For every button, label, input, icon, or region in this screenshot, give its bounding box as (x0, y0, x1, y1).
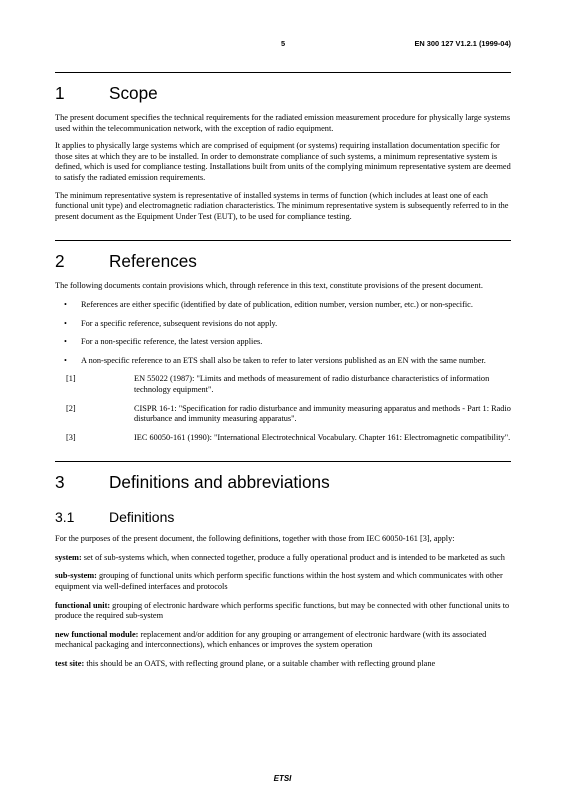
definition-term: new functional module: (55, 629, 139, 639)
bullet-symbol: • (64, 337, 67, 347)
definition-term: sub-system: (55, 571, 97, 581)
list-item: • For a specific reference, subsequent revisions do not apply. (64, 318, 278, 328)
section-heading-scope (55, 73, 511, 104)
section-number: 3 (55, 472, 65, 493)
definition-term: system: (55, 552, 82, 562)
section-title: References (109, 251, 197, 272)
definition-item (55, 571, 511, 592)
definition-text: grouping of functional units which perform specific functions within the host system and which communicates with other equipment via well-defined interfaces and protocols (55, 571, 503, 592)
subsection-heading-definitions (55, 508, 511, 526)
reference-item (55, 404, 511, 425)
definition-term: test site: (55, 659, 85, 669)
section-title: Definitions and abbreviations (109, 472, 330, 493)
definition-item (55, 553, 511, 564)
reference-list (55, 374, 511, 443)
reference-label: [3] (66, 432, 76, 442)
list-item: • References are either specific (identified by date of publication, edition number, version number, etc.) or non-specific. (64, 299, 473, 309)
reference-label: [1] (66, 374, 76, 384)
paragraph: For the purposes of the present document, the following definitions, together with those from IEC 60050-161 [3], apply: (55, 534, 455, 544)
reference-item (55, 433, 511, 444)
paragraph: The following documents contain provisions which, through reference in this text, constitute provisions of the present document. (55, 281, 483, 291)
bullet-list (55, 300, 511, 366)
page-content (55, 72, 511, 670)
paragraph: The minimum representative system is representative of installed systems in terms of function (which includes at least one of each functional unit type) and electromagnetic radiation characteristics. The minimum representative system is subsequently referred to in the present document as the Equipment Under Test (EUT), to be used for compliance testing. (55, 190, 509, 221)
paragraph: It applies to physically large systems which are comprised of equipment (or systems) requiring installation documentation specific for those sites at which they are to be installed. In order to demonstrate compliance of such systems, a minimum representative system is defined, which is used for compliance testing. Installations built from units of the complying minimum representative system are deemed to satisfy the radiated emission requirements. (55, 141, 511, 182)
section-title: Scope (109, 83, 158, 103)
definition-text: grouping of electronic hardware which performs specific functions, but may be connected with other functional units to produce the required sub-system (55, 600, 510, 621)
reference-label: [2] (66, 403, 76, 413)
reference-text: IEC 60050-161 (1990): "International Electrotechnical Vocabulary. Chapter 161: Electromagnetic compatibility". (134, 432, 511, 442)
page-footer: ETSI (273, 774, 292, 783)
reference-text: EN 55022 (1987): "Limits and methods of measurement of radio disturbance characteristics of information technology equipment". (134, 374, 490, 394)
document-id: EN 300 127 V1.2.1 (1999-04) (414, 39, 511, 48)
list-item: • For a non-specific reference, the latest version applies. (64, 337, 263, 347)
subsection-number: 3.1 (55, 509, 75, 526)
section-number: 1 (55, 83, 65, 103)
definition-text: set of sub-systems which, when connected together, produce a fully operational product and is intended to be marketed as such (81, 552, 505, 562)
definition-item (55, 601, 511, 622)
section-number: 2 (55, 251, 65, 272)
page-number: 5 (281, 39, 286, 48)
bullet-symbol: • (64, 355, 67, 365)
definition-term: functional unit: (55, 600, 111, 610)
bullet-symbol: • (64, 299, 67, 309)
definition-item (55, 659, 511, 670)
subsection-title: Definitions (109, 509, 175, 526)
page-header (55, 39, 511, 53)
list-item: • A non-specific reference to an ETS shall also be taken to refer to later versions published as an EN with the same number. (64, 355, 486, 365)
definition-item (55, 630, 511, 651)
bullet-symbol: • (64, 318, 67, 328)
section-heading-references (55, 241, 511, 272)
reference-item (55, 374, 511, 395)
section-heading-definitions-abbreviations (55, 462, 511, 493)
definition-text: this should be an OATS, with reflecting ground plane, or a suitable chamber with reflecting ground plane (84, 659, 436, 669)
definition-text: replacement and/or addition for any grouping or arrangement of electronic hardware (with its associated mechanical packaging and interconnections), which enhances or improves the system operation (55, 629, 487, 650)
reference-text: CISPR 16-1: "Specification for radio disturbance and immunity measuring apparatus and methods - Part 1: Radio disturbance and immunity measuring apparatus". (134, 403, 511, 424)
paragraph: The present document specifies the technical requirements for the radiated emission measurement procedure for physically large systems used within the telecommunication network, with the exception of radio equipment. (55, 113, 511, 133)
